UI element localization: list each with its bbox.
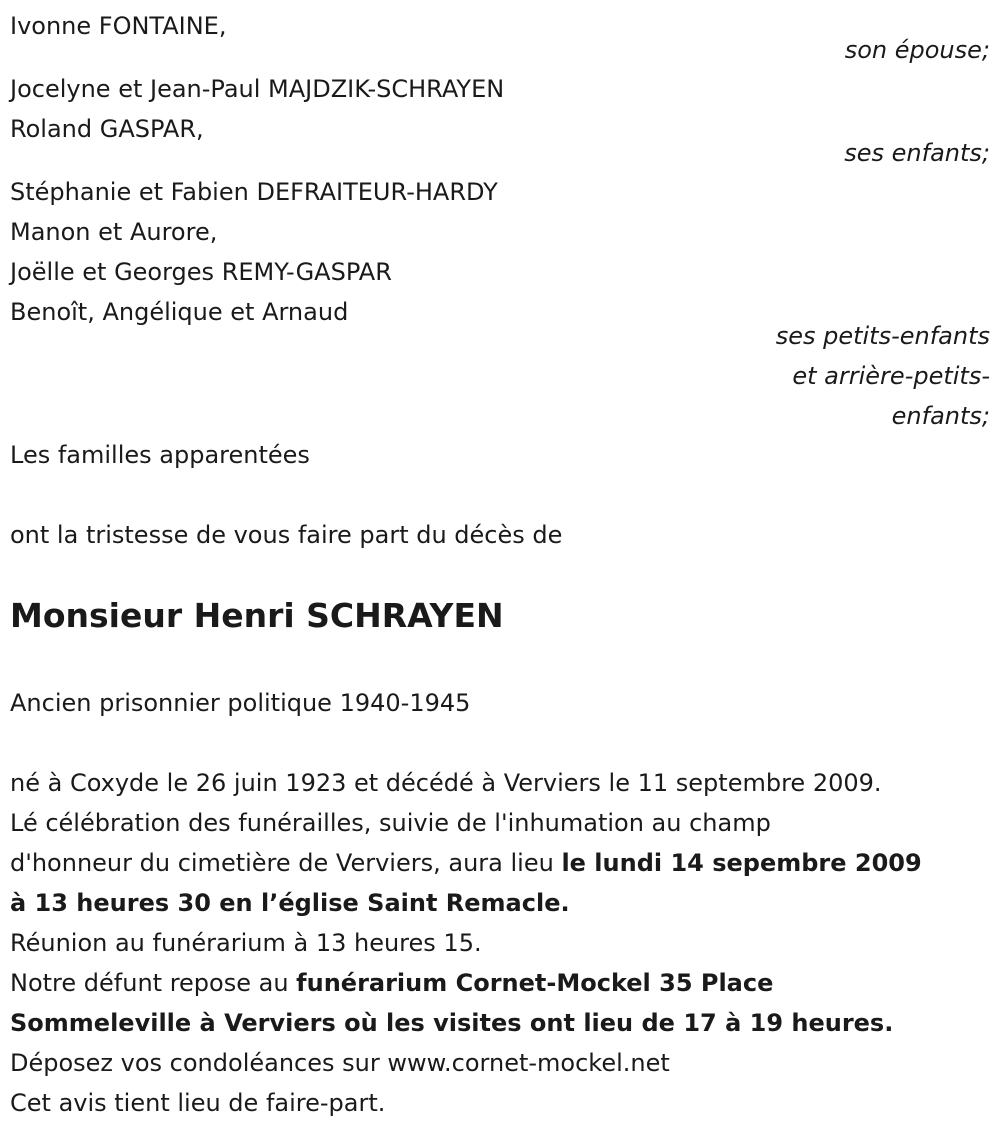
condolences-line: Déposez vos condoléances sur www.cornet-mockel.net [10, 1049, 670, 1077]
grandchild-line-4: Benoît, Angélique et Arnaud [10, 298, 349, 326]
ceremony-time-place: à 13 heures 30 en l’église Saint Remacle. [10, 889, 570, 917]
children-role: ses enfants; [844, 139, 990, 167]
deceased-name: Monsieur Henri SCHRAYEN [10, 596, 504, 635]
ceremony-date: le lundi 14 sepembre 2009 [561, 849, 922, 877]
visiting-hours: Sommeleville à Verviers où les visites ont lieu de 17 à 19 heures. [10, 1009, 894, 1037]
spouse-name: Ivonne FONTAINE, [10, 12, 227, 40]
rest-line-2 [10, 1003, 893, 1043]
birth-death-line: né à Coxyde le 26 juin 1923 et décédé à Verviers le 11 septembre 2009. [10, 769, 882, 797]
ceremony-line-3 [10, 883, 570, 923]
grandchild-line-3: Joëlle et Georges REMY-GASPAR [10, 258, 392, 286]
grandchildren-role-2: et arrière-petits- [792, 362, 990, 390]
grandchildren-role-3: enfants; [891, 402, 990, 430]
child-line-1: Jocelyne et Jean-Paul MAJDZIK-SCHRAYEN [10, 75, 505, 103]
ceremony-line-2 [10, 843, 922, 883]
rest-line-1 [10, 963, 773, 1003]
spouse-role: son épouse; [844, 36, 990, 64]
deceased-note: Ancien prisonnier politique 1940-1945 [10, 689, 471, 717]
grandchild-line-1: Stéphanie et Fabien DEFRAITEUR-HARDY [10, 178, 498, 206]
child-line-2: Roland GASPAR, [10, 115, 204, 143]
funeral-home: funérarium Cornet-Mockel 35 Place [296, 969, 774, 997]
rest-intro: Notre défunt repose au [10, 969, 297, 997]
grandchild-line-2: Manon et Aurore, [10, 218, 218, 246]
closing-line: Cet avis tient lieu de faire-part. [10, 1089, 386, 1117]
announcement-line: ont la tristesse de vous faire part du décès de [10, 521, 563, 549]
meeting-line: Réunion au funérarium à 13 heures 15. [10, 929, 482, 957]
grandchildren-role-1: ses petits-enfants [775, 322, 990, 350]
ceremony-line-2-text: d'honneur du cimetière de Verviers, aura lieu [10, 849, 562, 877]
ceremony-line-1: Lé célébration des funérailles, suivie de l'inhumation au champ [10, 809, 771, 837]
relatives-line: Les familles apparentées [10, 441, 310, 469]
